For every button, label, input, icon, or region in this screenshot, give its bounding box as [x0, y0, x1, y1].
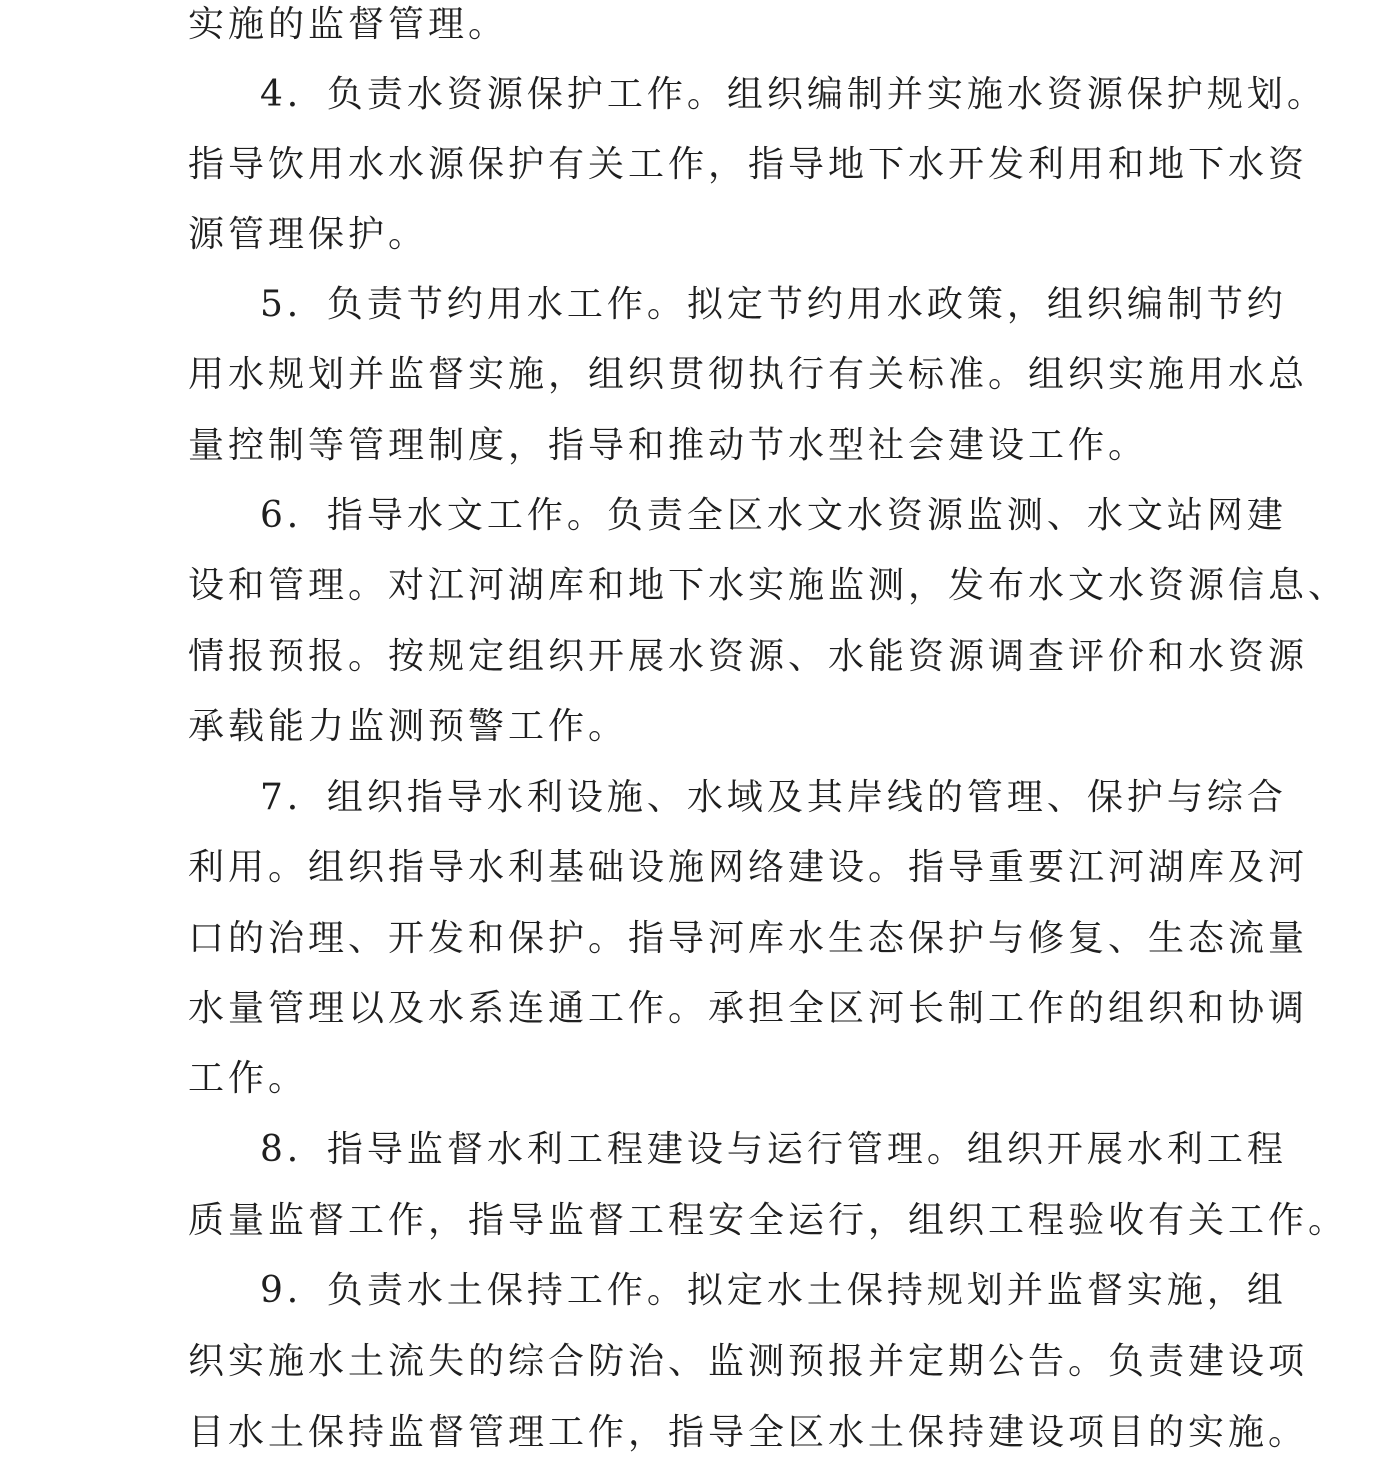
text-line: 目水土保持监督管理工作，指导全区水土保持建设项目的实施。 [188, 1412, 1309, 1453]
text-line: 口的治理、开发和保护。指导河库水生态保护与修复、生态流量 [188, 918, 1309, 959]
paragraph-7-first-line: 7．组织指导水利设施、水域及其岸线的管理、保护与综合 [260, 777, 1287, 818]
paragraph-8-first-line: 8．指导监督水利工程建设与运行管理。组织开展水利工程 [260, 1129, 1287, 1170]
text-line: 指导饮用水水源保护有关工作，指导地下水开发利用和地下水资 [188, 144, 1309, 185]
text-line: 量控制等管理制度，指导和推动节水型社会建设工作。 [188, 425, 1149, 466]
text-line: 设和管理。对江河湖库和地下水实施监测，发布水文水资源信息、 [188, 565, 1349, 606]
text-line: 工作。 [188, 1058, 309, 1099]
text-line: 实施的监督管理。 [188, 4, 509, 45]
paragraph-4-first-line: 4．负责水资源保护工作。组织编制并实施水资源保护规划。 [260, 74, 1327, 115]
text-line: 质量监督工作，指导监督工程安全运行，组织工程验收有关工作。 [188, 1200, 1349, 1241]
text-line: 源管理保护。 [188, 214, 429, 255]
paragraph-6-first-line: 6．指导水文工作。负责全区水文水资源监测、水文站网建 [260, 495, 1287, 536]
text-line: 水量管理以及水系连通工作。承担全区河长制工作的组织和协调 [188, 988, 1309, 1029]
paragraph-5-first-line: 5．负责节约用水工作。拟定节约用水政策，组织编制节约 [260, 284, 1287, 325]
text-line: 承载能力监测预警工作。 [188, 706, 629, 747]
paragraph-9-first-line: 9．负责水土保持工作。拟定水土保持规划并监督实施，组 [260, 1270, 1287, 1311]
text-line: 用水规划并监督实施，组织贯彻执行有关标准。组织实施用水总 [188, 354, 1309, 395]
text-line: 织实施水土流失的综合防治、监测预报并定期公告。负责建设项 [188, 1341, 1309, 1382]
text-line: 情报预报。按规定组织开展水资源、水能资源调查评价和水资源 [188, 636, 1309, 677]
text-line: 利用。组织指导水利基础设施网络建设。指导重要江河湖库及河 [188, 847, 1309, 888]
